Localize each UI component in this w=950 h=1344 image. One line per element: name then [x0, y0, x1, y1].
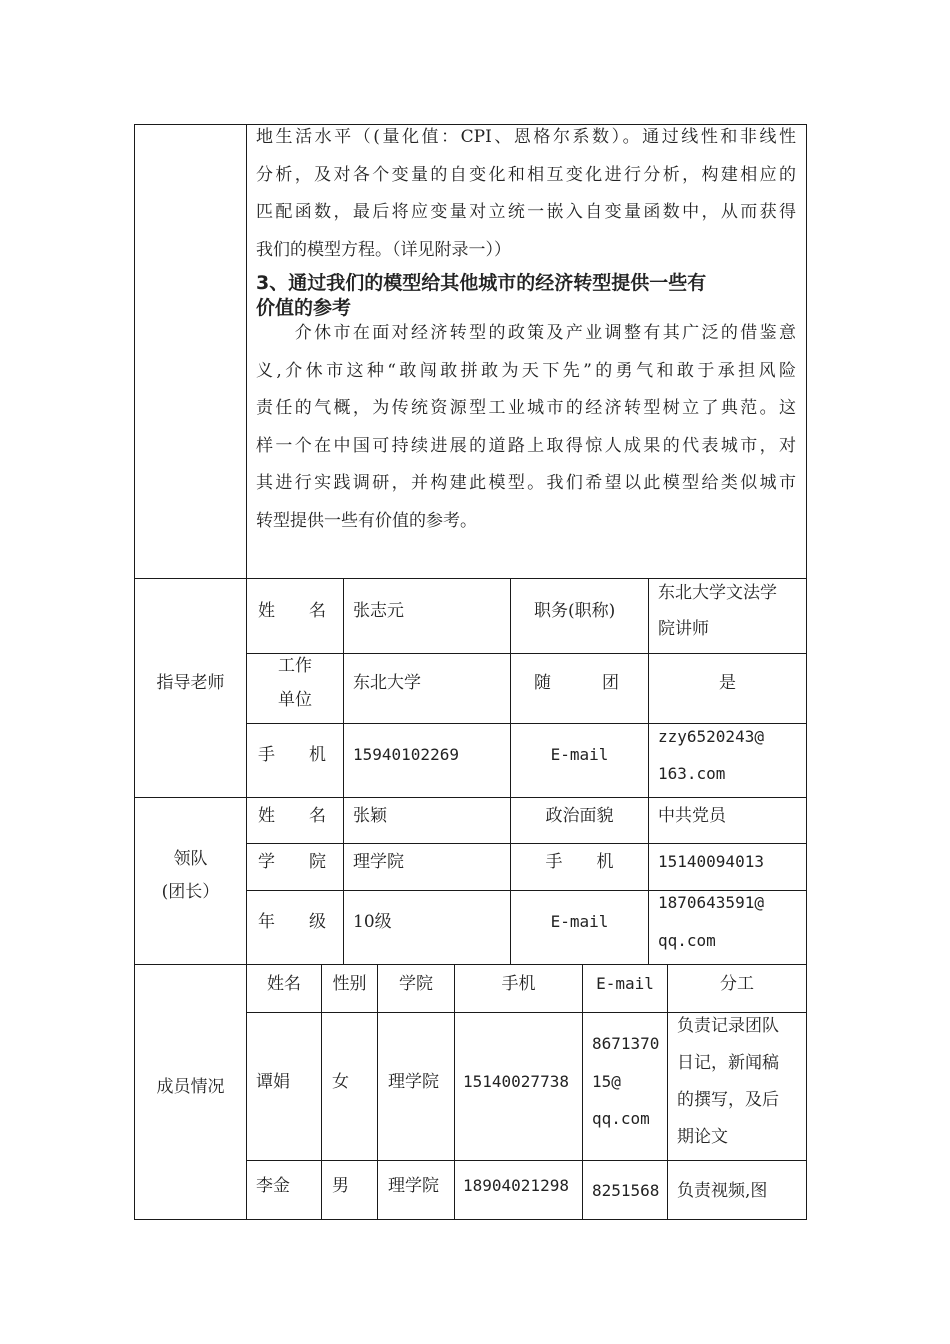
advisor-unit-label-line-1: 工作 — [278, 656, 312, 676]
paragraph-line: 责任的气概，为传统资源型工业城市的经济转型树立了典范。这 — [256, 398, 796, 418]
member-email-line-1: 8251568 — [592, 1181, 660, 1200]
advisor-accompany-label: 随 团 — [534, 673, 619, 693]
table-border-bottom — [134, 1219, 807, 1220]
member-duty-line-3: 的撰写，及后 — [677, 1090, 779, 1110]
leader-phone-label: 手 机 — [545, 852, 614, 872]
member-name: 谭娟 — [256, 1072, 290, 1092]
leader-name-label: 姓 名 — [258, 806, 326, 826]
paragraph-line: 匹配函数，最后将应变量对立统一嵌入自变量函数中，从而获得 — [256, 202, 796, 222]
member-college: 理学院 — [388, 1072, 439, 1092]
member-email-line-1: 8671370 — [592, 1034, 660, 1053]
heading-line: 3、通过我们的模型给其他城市的经济转型提供一些有 — [256, 272, 707, 294]
section-divider-advisor — [134, 578, 807, 579]
advisor-col-divider-1 — [343, 578, 344, 797]
members-row-divider-1 — [246, 1012, 807, 1013]
leader-row-divider-1 — [246, 843, 807, 844]
members-col-divider-3 — [454, 964, 455, 1220]
paragraph-line: 样一个在中国可持续进展的道路上取得惊人成果的代表城市，对 — [256, 435, 796, 456]
section-heading-3 — [256, 271, 796, 321]
paragraph-model — [256, 119, 796, 269]
member-gender: 男 — [332, 1176, 349, 1196]
paragraph-line: 转型提供一些有价值的参考。 — [256, 510, 477, 531]
paragraph-line: 其进行实践调研，并构建此模型。我们希望以此模型给类似城市 — [256, 473, 796, 493]
leader-phone: 15140094013 — [658, 852, 764, 871]
heading-line: 价值的参考 — [256, 297, 352, 319]
member-name: 李金 — [256, 1176, 290, 1196]
member-duty-line-2: 日记，新闻稿 — [677, 1053, 779, 1073]
advisor-title-line-2: 院讲师 — [658, 619, 709, 639]
members-header-gender: 性别 — [332, 974, 367, 994]
members-header-duty: 分工 — [720, 974, 754, 994]
leader-email-line-2: qq.com — [658, 931, 716, 950]
members-col-divider-2 — [377, 964, 378, 1220]
member-duty-line-1: 负责记录团队 — [677, 1016, 779, 1036]
advisor-unit-label-line-2: 单位 — [278, 690, 312, 710]
section-divider-leader — [134, 797, 807, 798]
member-phone: 18904021298 — [463, 1176, 569, 1195]
advisor-accompany: 是 — [719, 673, 736, 693]
paragraph-line: 分析，及对各个变量的自变化和相互变化进行分析，构建相应的 — [256, 164, 796, 185]
paragraph-reference — [256, 315, 796, 540]
leader-col-divider-1 — [343, 797, 344, 964]
advisor-title-label: 职务(职称) — [534, 601, 616, 621]
leader-political: 中共党员 — [658, 806, 726, 826]
paragraph-line: 义,介休市这种“敢闯敢拼敢为天下先”的勇气和敢于承担风险 — [256, 360, 796, 381]
advisor-unit: 东北大学 — [353, 673, 421, 693]
member-college: 理学院 — [388, 1176, 439, 1196]
members-header-name: 姓名 — [267, 974, 301, 994]
paragraph-line: 介休市在面对经济转型的政策及产业调整有其广泛的借鉴意 — [256, 323, 796, 343]
leader-email-line-1: 1870643591@ — [658, 893, 764, 912]
members-header-email: E-mail — [596, 974, 654, 993]
advisor-name-label: 姓 名 — [258, 601, 326, 621]
leader-college-label: 学 院 — [258, 852, 326, 872]
paragraph-line: 地生活水平（(量化值：CPI、恩格尔系数）。通过线性和非线性 — [256, 127, 796, 147]
advisor-row-divider-1 — [246, 653, 807, 654]
advisor-row-divider-2 — [246, 723, 807, 724]
members-header-phone: 手机 — [501, 974, 536, 994]
members-col-divider-4 — [582, 964, 583, 1220]
members-header-college: 学院 — [399, 974, 433, 994]
leader-college: 理学院 — [353, 852, 404, 872]
advisor-phone: 15940102269 — [353, 745, 459, 764]
member-duty-line-1: 负责视频,图 — [677, 1181, 768, 1201]
leader-political-label: 政治面貌 — [545, 806, 614, 826]
advisor-name: 张志元 — [353, 601, 404, 621]
member-phone: 15140027738 — [463, 1072, 569, 1091]
table-border-left — [134, 124, 135, 1220]
leader-col-divider-3 — [648, 797, 649, 964]
member-email-line-3: qq.com — [592, 1109, 650, 1128]
members-col-divider-1 — [321, 964, 322, 1220]
advisor-email-label: E-mail — [550, 745, 609, 764]
advisor-section-label: 指导老师 — [156, 673, 225, 693]
advisor-title-line-1: 东北大学文法学 — [658, 583, 777, 603]
advisor-email-line-1: zzy6520243@ — [658, 727, 764, 746]
paragraph-line: 我们的模型方程。（详见附录一）） — [256, 239, 511, 260]
leader-grade: 10级 — [353, 912, 392, 932]
members-row-divider-2 — [246, 1160, 807, 1161]
member-gender: 女 — [332, 1072, 349, 1092]
advisor-phone-label: 手 机 — [258, 745, 326, 765]
leader-grade-label: 年 级 — [258, 912, 326, 932]
advisor-email-line-2: 163.com — [658, 764, 726, 783]
member-duty-line-4: 期论文 — [677, 1127, 728, 1147]
leader-email-label: E-mail — [550, 912, 609, 931]
leader-row-divider-2 — [246, 890, 807, 891]
members-col-divider-5 — [667, 964, 668, 1220]
section-divider-members — [134, 964, 807, 965]
leader-name: 张颖 — [353, 806, 387, 826]
member-email-line-2: 15@ — [592, 1072, 621, 1091]
members-section-label: 成员情况 — [156, 1077, 225, 1097]
leader-section-label-line-2: (团长） — [161, 882, 220, 902]
table-border-right — [806, 124, 807, 1220]
leader-section-label-line-1: 领队 — [173, 849, 208, 869]
